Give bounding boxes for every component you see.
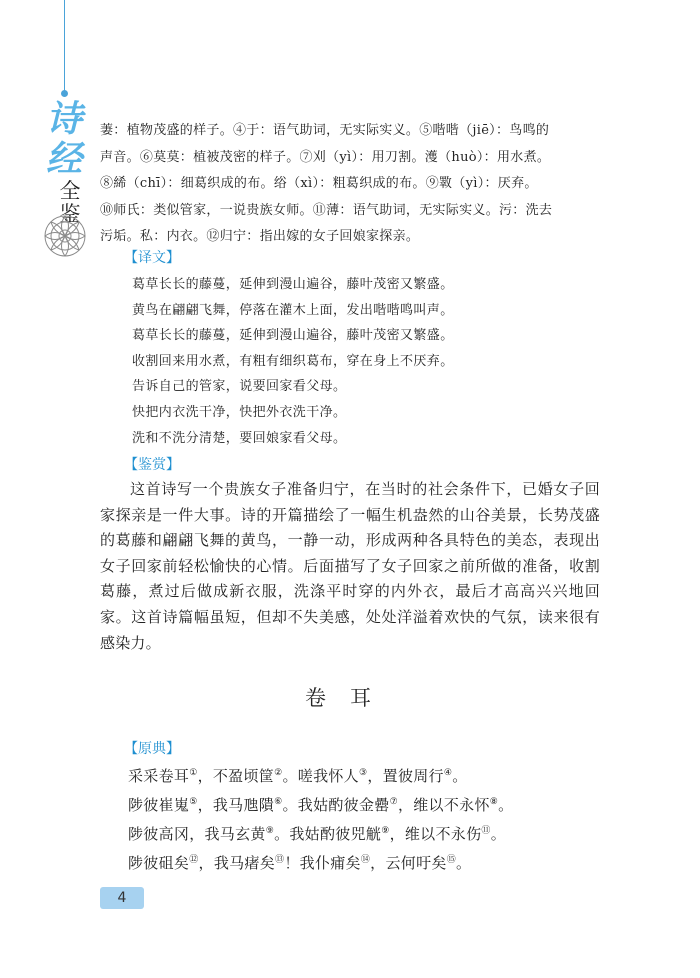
translation-line: 葛草长长的藤蔓，延伸到漫山遍谷，藤叶茂密又繁盛。 (132, 328, 454, 344)
footnote-marker: ② (274, 768, 283, 778)
footnote-marker: ⑤ (189, 797, 198, 807)
note-line: ⑩师氏：类似管家，一说贵族女师。⑪薄：语气助词，无实际实义。污：洗去 (100, 202, 553, 218)
footnote-marker: ⑫ (189, 855, 199, 865)
poem-text: ，维以不永伤 (389, 825, 482, 843)
poem-title: 卷耳 (305, 686, 395, 710)
translation-line: 告诉自己的管家，说要回家看父母。 (132, 379, 347, 395)
book-logo (40, 100, 88, 226)
translation-line: 快把内衣洗干净，快把外衣洗干净。 (132, 404, 347, 420)
poem-text: ，置彼周行 (367, 767, 444, 785)
poem-text: ，维以不永怀 (397, 796, 490, 814)
appreciation-heading: 【鉴赏】 (124, 457, 180, 473)
translation-line: 收割回来用水煮，有粗有细织葛布，穿在身上不厌弃。 (132, 353, 454, 369)
poem-text: 。 (452, 767, 468, 785)
footnote-marker: ⑧ (489, 797, 499, 807)
appreciation-paragraph: 这首诗写一个贵族女子准备归宁，在当时的社会条件下，已婚女子回家探亲是一件大事。诗的开篇描绘了一幅生机盎然的山谷美景，长势茂盛的葛藤和翩翩飞舞的黄鸟，一静一动，形成两种各具特色的美态，表现出女子回家前轻松愉快的心情。后面描写了女子回家之前所做的准备，收割葛藤，煮过后做成新衣服，洗涤平时穿的内外衣，最后才高高兴兴地回家。这首诗篇幅虽短，但却不失美感，处处洋溢着欢快的气氛，读来很有感染力。 (100, 480, 600, 652)
translation-line: 黄鸟在翩翩飞舞，停落在灌木上面，发出喈喈鸣叫声。 (132, 302, 454, 318)
poem-line (128, 847, 513, 876)
translation-line: 葛草长长的藤蔓，延伸到漫山遍谷，藤叶茂密又繁盛。 (132, 277, 454, 292)
translation-heading: 【译文】 (124, 250, 180, 266)
footnote-marker: ③ (358, 768, 368, 778)
poem-text: ，云何吁矣 (370, 854, 447, 872)
poem-text: ，不盈顷筐 (197, 767, 275, 785)
translation-text (132, 272, 454, 451)
header-decorative-dot (61, 90, 68, 97)
original-text-heading: 【原典】 (124, 741, 180, 757)
footnote-marker: ⑨ (265, 826, 275, 836)
footnote-marker: ⑪ (481, 826, 491, 836)
poem-text: 。我姑酌彼金罍 (282, 796, 390, 814)
translation-line: 洗和不洗分清楚，要回娘家看父母。 (132, 430, 347, 446)
footnote-marker: ⑥ (274, 797, 283, 807)
floral-medallion-icon (42, 213, 88, 259)
poem-text: 。 (498, 796, 514, 814)
poem-text: ！我仆痡矣 (284, 854, 361, 872)
note-line: ⑧絺（chī）：细葛织成的布。绤（xì）：粗葛织成的布。⑨斁（yì）：厌弃。 (100, 176, 538, 191)
poem-line (128, 789, 513, 818)
poem-text: ，我马瘏矣 (198, 854, 276, 872)
poem-line (128, 818, 513, 847)
footnote-marker: ⑮ (446, 855, 456, 865)
poem-line (128, 760, 513, 789)
poem-text: 。嗟我怀人 (282, 767, 359, 785)
note-line: 萋：植物茂盛的样子。④于：语气助词，无实际实义。⑤喈喈（jiē）：鸟鸣的 (100, 123, 550, 138)
poem-text: 。 (456, 854, 472, 872)
poem-text: 。我姑酌彼兕觥 (274, 825, 382, 843)
poem-text: 采采卷耳 (128, 767, 190, 785)
footnote-marker: ⑨ (381, 826, 390, 836)
original-poem (128, 760, 513, 876)
poem-text: 陟彼高冈，我马玄黄 (128, 825, 266, 843)
poem-text: 。 (490, 825, 506, 843)
footnote-marker: ④ (443, 768, 453, 778)
poem-text: ，我马虺隤 (197, 796, 275, 814)
poem-text: 陟彼砠矣 (128, 854, 190, 872)
footnote-marker: ⑭ (360, 855, 371, 865)
header-decorative-line (64, 0, 65, 92)
book-title-sub: 全鉴 (59, 179, 81, 226)
footnote-marker: ① (189, 768, 198, 778)
poem-text: 陟彼崔嵬 (128, 796, 190, 814)
footnote-marker: ⑦ (389, 797, 398, 807)
annotation-notes (100, 118, 610, 251)
page-number: 4 (100, 887, 144, 909)
note-line: 污垢。私：内衣。⑫归宁：指出嫁的女子回娘家探亲。 (100, 229, 420, 244)
book-title-main: 诗经 (45, 99, 82, 180)
note-line: 声音。⑥莫莫：植被茂密的样子。⑦刈（yì）：用刀割。濩（huò）：用水煮。 (100, 149, 551, 165)
footnote-marker: ⑬ (275, 855, 285, 865)
